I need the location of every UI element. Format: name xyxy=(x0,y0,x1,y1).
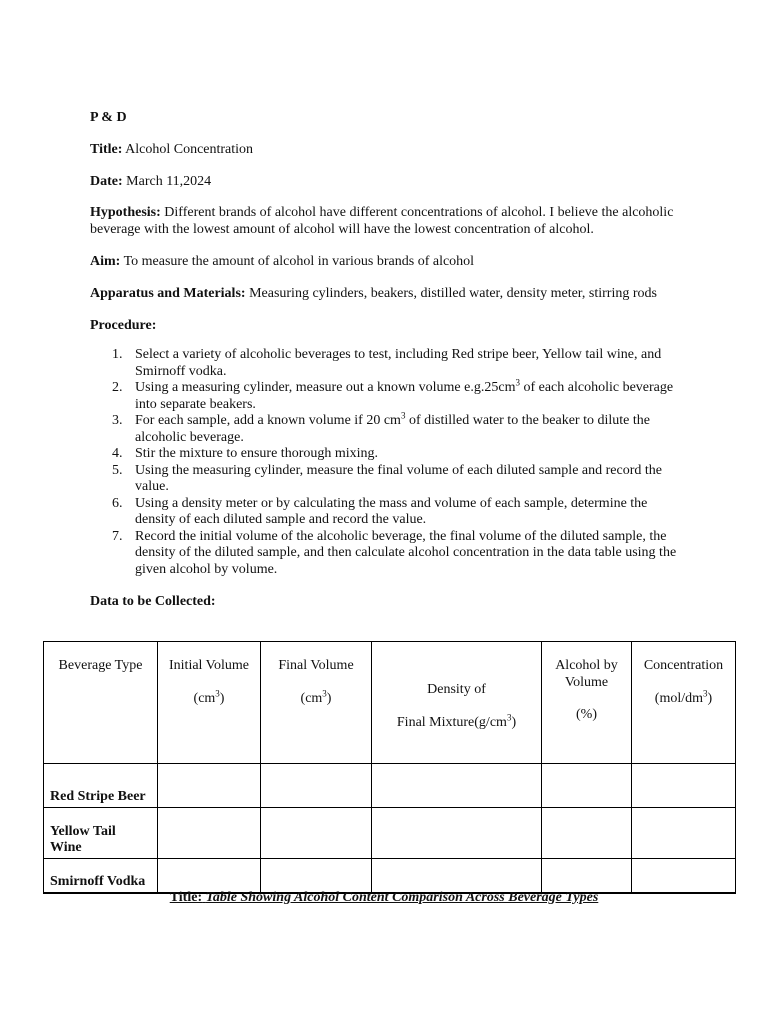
data-collected-heading: Data to be Collected: xyxy=(90,594,216,609)
table-cell xyxy=(372,808,542,859)
procedure-step: 3. For each sample, add a known volume if 20 $cm^3$ of distilled water to the beaker to dilute the alcoholic beverage. xyxy=(112,410,650,445)
hypothesis-line-2: beverage with the lowest amount of alcohol will have the lowest concentration of alcohol. xyxy=(90,221,594,237)
aim-label: Aim: xyxy=(90,254,121,269)
date-label: Date: xyxy=(90,174,123,189)
table-cell xyxy=(632,808,736,859)
title-label: Title: xyxy=(90,142,123,157)
date-value: March 11,2024 xyxy=(126,174,212,189)
header-beverage-type: Beverage Type xyxy=(44,642,158,764)
header-concentration: Concentration $(mol/dm^3)$ xyxy=(632,642,736,764)
table-cell xyxy=(372,859,542,894)
caption-label: Title: xyxy=(169,890,203,905)
doc-type-heading: P & D xyxy=(90,110,127,125)
apparatus-label: Apparatus and Materials: xyxy=(90,286,246,301)
aim-line xyxy=(90,254,680,271)
table-cell xyxy=(542,808,632,859)
table-header-row xyxy=(44,642,736,764)
table-cell xyxy=(158,859,261,894)
title-value: Alcohol Concentration xyxy=(125,142,254,157)
procedure-step: 5. Using the measuring cylinder, measure the final volume of each diluted sample and record the value. xyxy=(112,462,662,494)
date-line xyxy=(90,174,680,191)
table-caption xyxy=(0,890,768,907)
table-cell xyxy=(372,764,542,808)
row-label: Smirnoff Vodka xyxy=(44,859,158,894)
table-cell xyxy=(261,764,372,808)
table-row xyxy=(44,859,736,894)
table-row xyxy=(44,764,736,808)
row-label: Red Stripe Beer xyxy=(44,764,158,808)
procedure-step: 2. Using a measuring cylinder, measure out a known volume $e.g.25cm^3$ of each alcoholic beverage into separate beakers. xyxy=(112,377,674,412)
header-alcohol-by-volume: Alcohol by Volume (%) xyxy=(542,642,632,764)
table-cell xyxy=(542,859,632,894)
procedure-steps xyxy=(90,347,680,578)
apparatus-line xyxy=(90,286,680,303)
aim-value: To measure the amount of alcohol in various brands of alcohol xyxy=(123,254,475,269)
hypothesis-line-1: Different brands of alcohol have different concentrations of alcohol. I believe the alcoholic xyxy=(164,205,674,220)
title-line xyxy=(90,142,680,159)
procedure-heading: Procedure: xyxy=(90,318,157,333)
header-density: Density of Final $Mixture(g/cm^3)$ xyxy=(372,642,542,764)
header-final-volume: Final Volume $(cm^3)$ xyxy=(261,642,372,764)
data-table xyxy=(43,641,736,894)
table-cell xyxy=(158,808,261,859)
table-cell xyxy=(542,764,632,808)
hypothesis-paragraph xyxy=(90,205,680,238)
table-cell xyxy=(632,764,736,808)
caption-text: Table Showing Alcohol Content Comparison Across Beverage Types xyxy=(205,890,599,905)
table-cell xyxy=(158,764,261,808)
apparatus-value: Measuring cylinders, beakers, distilled water, density meter, stirring rods xyxy=(249,286,657,301)
table-cell xyxy=(261,859,372,894)
row-label: Yellow Tail Wine xyxy=(44,808,158,859)
procedure-step: 7. Record the initial volume of the alcoholic beverage, the final volume of the diluted sample, the density of the diluted sample, and then calculate alcohol concentration in the data table using the given alcohol by volume. xyxy=(112,528,677,577)
hypothesis-label: Hypothesis: xyxy=(90,205,161,220)
table-row xyxy=(44,808,736,859)
procedure-step: 6. Using a density meter or by calculating the mass and volume of each sample, determine the density of each diluted sample and record the value. xyxy=(112,495,648,527)
table-cell xyxy=(632,859,736,894)
table-cell xyxy=(261,808,372,859)
procedure-step: 1. Select a variety of alcoholic beverages to test, including Red stripe beer, Yellow tail wine, and Smirnoff vodka. xyxy=(112,347,662,379)
header-initial-volume: Initial Volume $(cm^3)$ xyxy=(158,642,261,764)
procedure-step: 4. Stir the mixture to ensure thorough mixing. xyxy=(112,446,379,461)
